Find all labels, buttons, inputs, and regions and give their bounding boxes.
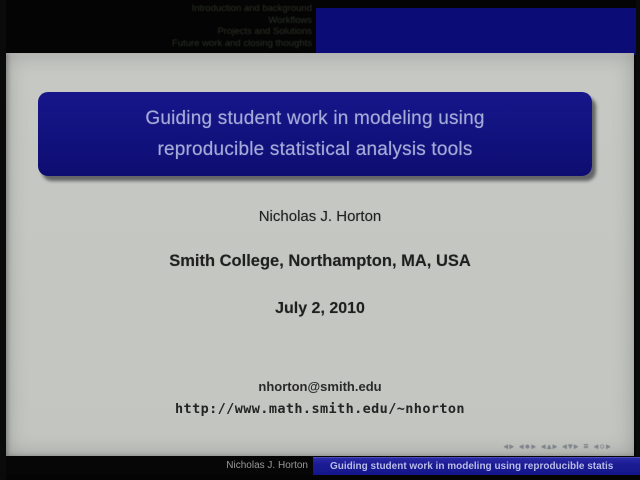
ghost-outline-line: Projects and Solutions: [217, 26, 312, 37]
beamer-footer-bar: [0, 457, 640, 475]
presentation-date: July 2, 2010: [275, 300, 365, 317]
footer-title-text: Guiding student work in modeling using reproducible statis: [330, 461, 614, 472]
slide-title-line-1: Guiding student work in modeling using: [145, 108, 485, 129]
left-vignette-edge: [0, 0, 6, 480]
ghost-outline-line: Workflows: [268, 14, 312, 26]
author-url: http://www.math.smith.edu/~nhorton: [175, 401, 465, 417]
ghost-outline-line: Future work and closing thoughts: [172, 37, 312, 49]
right-vignette-edge: [636, 0, 640, 457]
video-letterbox-bottom: [0, 475, 640, 480]
presentation-slide: [6, 53, 634, 456]
author-email: nhorton@smith.edu: [258, 379, 382, 394]
slide-title-box: [38, 92, 592, 176]
author-name: Nicholas J. Horton: [258, 208, 382, 225]
footer-title-segment: [313, 457, 640, 476]
footer-author-name: Nicholas J. Horton: [226, 460, 308, 471]
video-letterbox-top: [0, 0, 640, 55]
slide-title-line-2: reproducible statistical analysis tools: [157, 139, 473, 160]
ghost-outline-line: Introduction and background: [191, 3, 312, 14]
beamer-navigation-icons[interactable]: ◂▸ ◂●▸ ◂▴▸ ◂▾▸ ≡ ◂○▸: [503, 441, 612, 451]
ghost-title-bar-rect: [316, 8, 637, 55]
ghost-outline-list: [12, 3, 312, 49]
affiliation: Smith College, Northampton, MA, USA: [169, 252, 471, 270]
